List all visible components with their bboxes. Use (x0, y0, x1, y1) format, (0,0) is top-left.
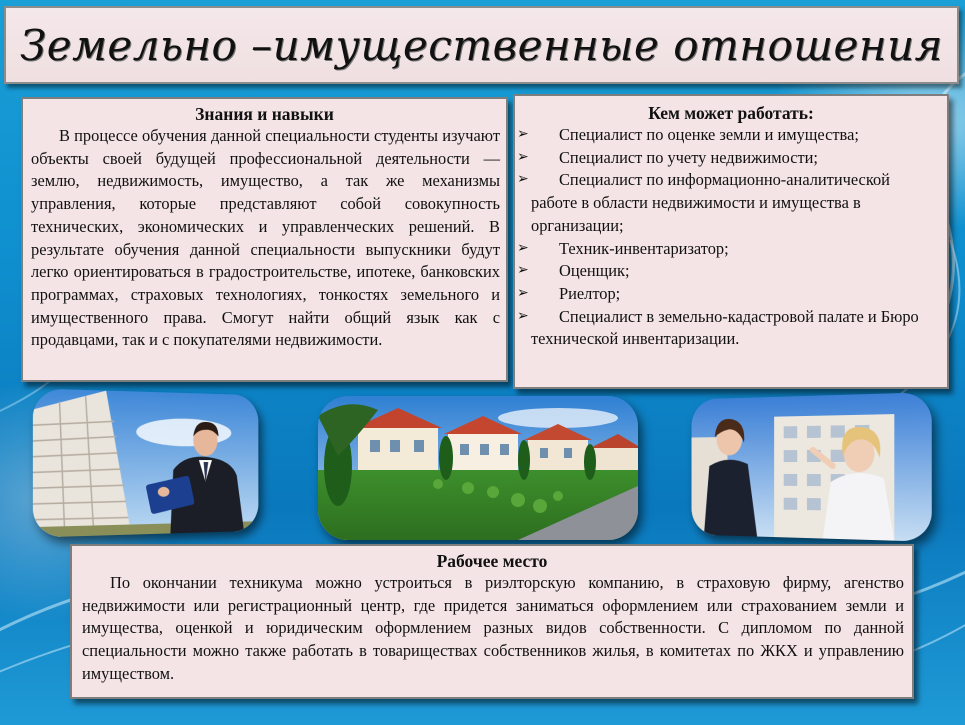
list-item: ➢ Оценщик; (531, 260, 939, 283)
knowledge-text: В процессе обучения данной специальности студенты изучают объекты своей будущей профессиональной деятельности — землю, недвижимость, имущество, а так же механизмы управления, которые представляют собой совокупность технических, экономических и управленческих решений. В результате обучения данной специальности выпускники будут легко ориентироваться в градостроительстве, ипотеке, банковских программах, страховых технологиях, тонкостях земельного и имущественного права. Смогут найти общий язык как с продавцами, так и с покупателями недвижимости. (31, 126, 500, 350)
knowledge-panel (21, 97, 508, 382)
careers-heading: Кем может работать: (648, 103, 814, 123)
workplace-heading: Рабочее место (436, 551, 548, 571)
arrow-bullet-icon: ➢ (517, 308, 529, 324)
careers-panel (513, 94, 949, 389)
page-title: Земельно –имущественные отношения (20, 20, 943, 70)
arrow-bullet-icon: ➢ (517, 240, 529, 256)
workplace-text: По окончании техникума можно устроиться в риэлторскую компанию, в страховую фирму, агенство недвижимости или регистрационный центр, где придется заниматься оформлением или страхованием земли и имущества, оценкой и юридическим оформлением разных видов собственности. С дипломом по данной специальности можно также работать в товариществах собственников жилья, в комитетах по ЖКХ и управлению имуществом. (82, 573, 904, 683)
knowledge-heading: Знания и навыки (195, 104, 334, 124)
photo-villas (318, 396, 638, 540)
arrow-bullet-icon: ➢ (517, 263, 529, 279)
title-bar (4, 6, 959, 84)
workplace-panel (70, 544, 914, 699)
list-item: ➢ Техник-инвентаризатор; (531, 238, 939, 261)
photo-businessman (33, 388, 258, 537)
list-item: ➢ Специалист по оценке земли и имущества; (531, 124, 939, 147)
list-item: ➢ Специалист по информационно-аналитической работе в области недвижимости и имущества в организации; (517, 170, 890, 235)
careers-list (515, 124, 947, 351)
photo-agents (691, 392, 931, 542)
list-item: ➢ Специалист в земельно-кадастровой палате и Бюро технической инвентаризации. (517, 306, 919, 349)
arrow-bullet-icon: ➢ (517, 285, 529, 301)
arrow-bullet-icon: ➢ (517, 149, 529, 165)
arrow-bullet-icon: ➢ (517, 172, 529, 188)
list-item: ➢ Специалист по учету недвижимости; (531, 147, 939, 170)
arrow-bullet-icon: ➢ (517, 127, 529, 142)
list-item: ➢ Риелтор; (531, 283, 939, 306)
